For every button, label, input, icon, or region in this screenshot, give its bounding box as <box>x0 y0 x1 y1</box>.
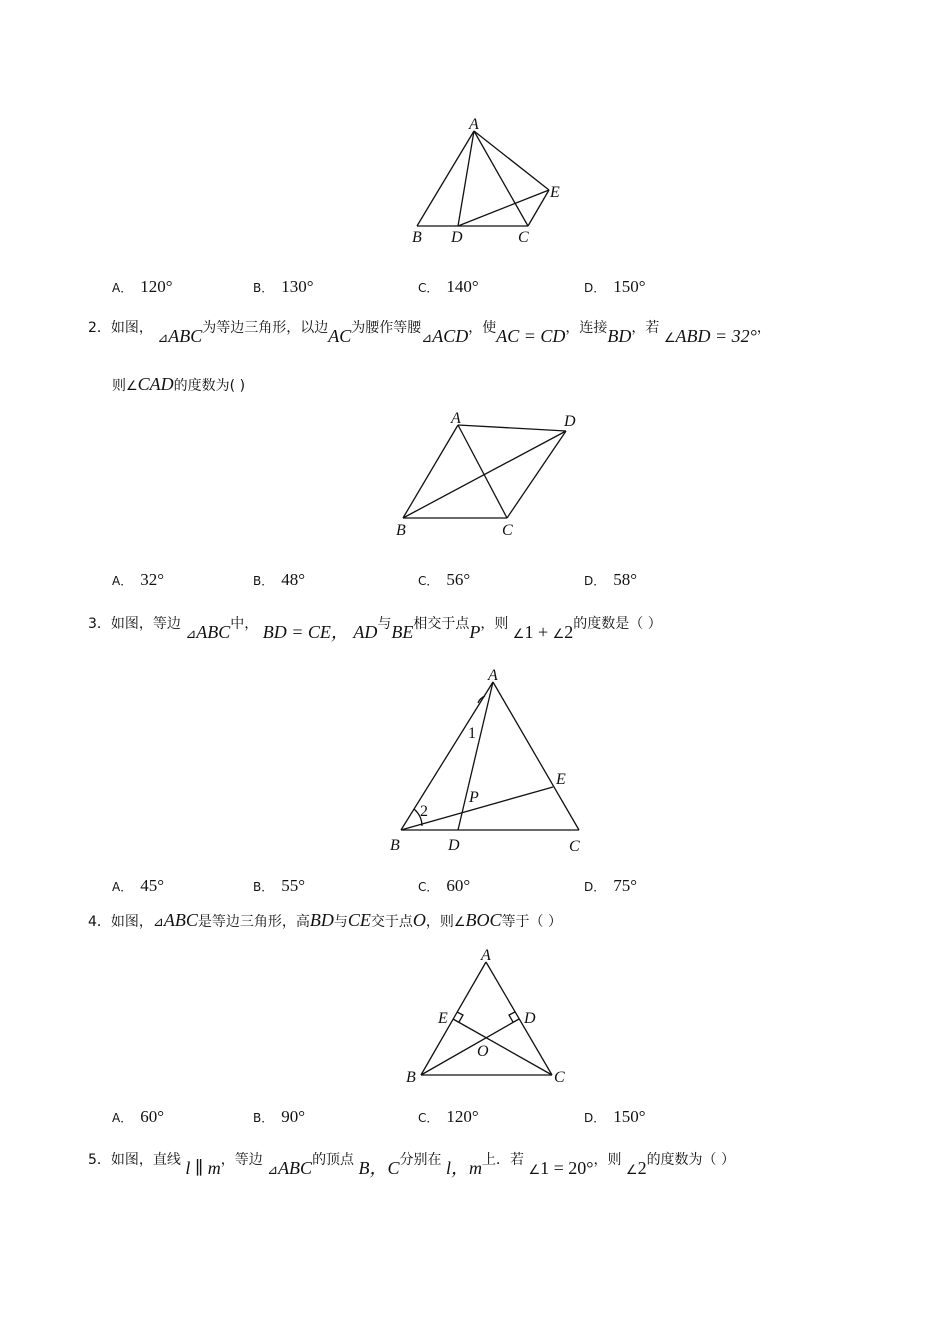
segment-bd <box>421 1019 519 1075</box>
triangle-abc: ⊿ABC <box>267 1158 313 1178</box>
option-b[interactable]: B． 130° <box>253 277 314 296</box>
label-c: C <box>554 1069 565 1086</box>
segment-dc <box>507 431 566 518</box>
option-b[interactable]: B． 90° <box>253 1107 306 1126</box>
label-e: E <box>438 1010 448 1027</box>
angle-boc: ∠BOC <box>453 910 502 930</box>
angle-sum: ∠1 + ∠2 <box>512 622 574 642</box>
triangle-acd: ⊿ACD <box>421 326 469 346</box>
label-angle-1: 1 <box>468 725 476 742</box>
segment-ec <box>528 190 549 226</box>
label-c: C <box>502 522 513 539</box>
label-d: D <box>564 413 576 430</box>
label-a: A <box>469 116 479 133</box>
right-angle-d <box>509 1012 515 1022</box>
segment-ad <box>458 682 493 830</box>
figure-q2 <box>390 405 590 545</box>
segment-ae <box>474 131 549 190</box>
question-3-stem: 3．如图，等边 ⊿ABC中， BD = CE， AD与BE相交于点P，则 ∠1 + ∠2的度数是（ ） <box>88 616 662 642</box>
segment-bd <box>403 431 566 518</box>
label-a: A <box>488 667 498 684</box>
segment-ac <box>474 131 528 226</box>
label-d: D <box>524 1010 536 1027</box>
label-c: C <box>569 838 580 855</box>
option-c[interactable]: C． 56° <box>418 570 471 589</box>
label-e: E <box>550 184 560 201</box>
triangle-abc: ⊿ABC <box>157 326 203 346</box>
segment-ac <box>486 962 552 1075</box>
segment-ac <box>493 682 579 830</box>
question-2-stem: 2．如图， ⊿ABC为等边三角形，以边AC为腰作等腰⊿ACD，使AC = CD，连接BD，若 ∠ABD = 32°， <box>88 320 771 346</box>
label-b: B <box>390 837 400 854</box>
question-5-stem: 5．如图，直线 l ∥ m，等边 ⊿ABC的顶点 B，C分别在 l，m上．若 ∠1 = 20°，则 ∠2的度数为（ ） <box>88 1152 736 1178</box>
triangle-abc: ⊿ABC <box>152 910 198 930</box>
angle-2: ∠2 <box>625 1158 647 1178</box>
label-b: B <box>412 229 422 246</box>
option-d[interactable]: D． 75° <box>584 876 638 895</box>
angle-cad: ∠CAD <box>126 374 174 394</box>
label-a: A <box>451 410 461 427</box>
option-b[interactable]: B． 48° <box>253 570 306 589</box>
label-b: B <box>406 1069 416 1086</box>
label-c: C <box>518 229 529 246</box>
segment-ce <box>453 1019 552 1075</box>
segment-ac <box>458 425 507 518</box>
option-d[interactable]: D． 58° <box>584 570 638 589</box>
label-a: A <box>481 947 491 964</box>
option-c[interactable]: C． 60° <box>418 876 471 895</box>
option-c[interactable]: C． 140° <box>418 277 479 296</box>
segment-de <box>458 190 549 226</box>
option-a[interactable]: A． 60° <box>112 1107 165 1126</box>
figure-q3 <box>385 660 605 860</box>
label-e: E <box>556 771 566 788</box>
segment-ad <box>458 425 566 431</box>
label-d: D <box>448 837 460 854</box>
label-o: O <box>477 1043 489 1060</box>
triangle-abc: ⊿ABC <box>185 622 231 642</box>
figure-q1 <box>400 110 580 250</box>
right-angle-e <box>457 1012 463 1022</box>
option-d[interactable]: D． 150° <box>584 1107 646 1126</box>
angle-1: ∠1 = 20° <box>528 1158 594 1178</box>
option-a[interactable]: A． 120° <box>112 277 173 296</box>
label-p: P <box>469 789 479 806</box>
label-angle-2: 2 <box>420 803 428 820</box>
label-d: D <box>451 229 463 246</box>
option-b[interactable]: B． 55° <box>253 876 306 895</box>
option-d[interactable]: D． 150° <box>584 277 646 296</box>
angle-abd: ∠ABD = 32° <box>663 326 757 346</box>
figure-q4 <box>400 942 580 1092</box>
option-c[interactable]: C． 120° <box>418 1107 479 1126</box>
label-b: B <box>396 522 406 539</box>
question-4-stem: 4．如图，⊿ABC是等边三角形，高BD与CE交于点O，则∠BOC等于（ ） <box>88 910 562 930</box>
option-a[interactable]: A． 45° <box>112 876 165 895</box>
option-a[interactable]: A． 32° <box>112 570 165 589</box>
question-2-line2: 则∠CAD的度数为( ) <box>112 374 246 394</box>
